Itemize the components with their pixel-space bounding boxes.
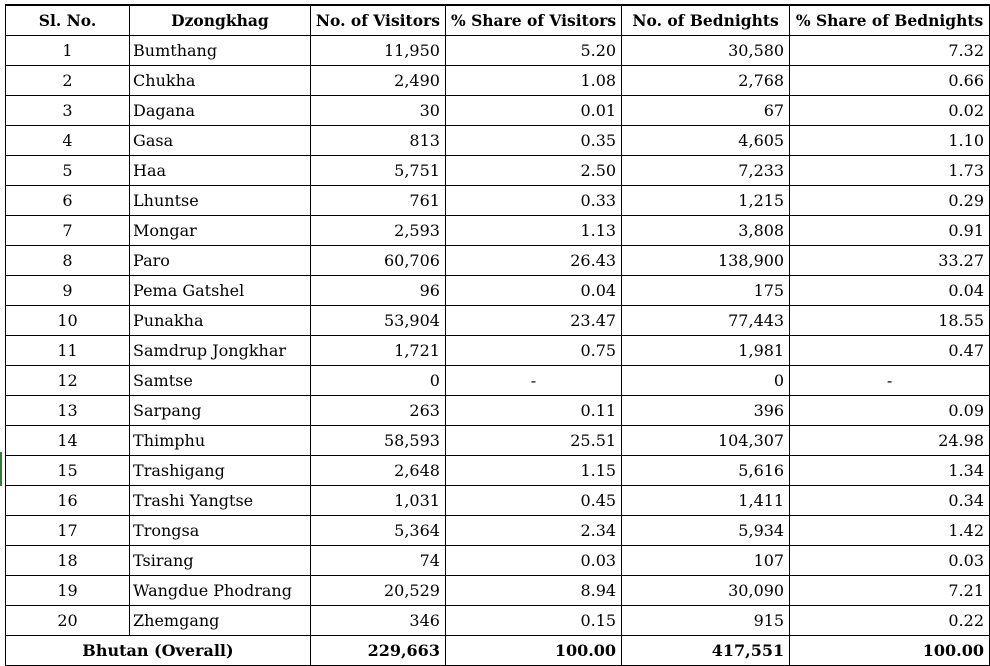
- visitors-cell: 0: [310, 366, 445, 396]
- visitors-share-cell: 1.08: [445, 66, 621, 96]
- table-row: [6, 456, 990, 486]
- table-row: [6, 606, 990, 636]
- bednights-cell: 1,215: [622, 186, 790, 216]
- bednights-share-cell: 0.29: [790, 186, 990, 216]
- sl-no-cell: 12: [6, 366, 130, 396]
- dzongkhag-cell: Punakha: [130, 306, 311, 336]
- table-row: [6, 306, 990, 336]
- visitors-cell: 53,904: [310, 306, 445, 336]
- visitors-share-cell: 0.03: [445, 546, 621, 576]
- sl-no-cell: 15: [6, 456, 130, 486]
- total-visitors-share: 100.00: [445, 636, 621, 666]
- bednights-share-cell: 7.21: [790, 576, 990, 606]
- bednights-share-cell: 24.98: [790, 426, 990, 456]
- sl-no-cell: 19: [6, 576, 130, 606]
- dzongkhag-cell: Trashi Yangtse: [130, 486, 311, 516]
- sl-no-cell: 6: [6, 186, 130, 216]
- visitors-cell: 74: [310, 546, 445, 576]
- sl-no-cell: 14: [6, 426, 130, 456]
- visitors-cell: 346: [310, 606, 445, 636]
- total-row: [6, 636, 990, 666]
- header-dzongkhag: Dzongkhag: [130, 5, 311, 36]
- visitors-share-cell: 2.34: [445, 516, 621, 546]
- table-row: [6, 66, 990, 96]
- visitors-cell: 1,721: [310, 336, 445, 366]
- bednights-cell: 104,307: [622, 426, 790, 456]
- visitors-share-cell: 8.94: [445, 576, 621, 606]
- bednights-cell: 5,934: [622, 516, 790, 546]
- visitors-cell: 263: [310, 396, 445, 426]
- sl-no-cell: 11: [6, 336, 130, 366]
- visitors-cell: 2,490: [310, 66, 445, 96]
- visitors-cell: 60,706: [310, 246, 445, 276]
- table-row: [6, 336, 990, 366]
- table-row: [6, 186, 990, 216]
- bednights-cell: 396: [622, 396, 790, 426]
- dzongkhag-cell: Trashigang: [130, 456, 311, 486]
- sl-no-cell: 1: [6, 36, 130, 66]
- bednights-cell: 67: [622, 96, 790, 126]
- table-row: [6, 576, 990, 606]
- bednights-share-cell: 0.66: [790, 66, 990, 96]
- dzongkhag-cell: Lhuntse: [130, 186, 311, 216]
- bednights-cell: 175: [622, 276, 790, 306]
- table-row: [6, 396, 990, 426]
- sl-no-cell: 8: [6, 246, 130, 276]
- visitors-cell: 813: [310, 126, 445, 156]
- dzongkhag-cell: Tsirang: [130, 546, 311, 576]
- bednights-cell: 7,233: [622, 156, 790, 186]
- visitors-cell: 2,648: [310, 456, 445, 486]
- bednights-share-cell: 7.32: [790, 36, 990, 66]
- visitors-cell: 20,529: [310, 576, 445, 606]
- dzongkhag-cell: Zhemgang: [130, 606, 311, 636]
- visitors-share-cell: 0.15: [445, 606, 621, 636]
- total-bednights: 417,551: [622, 636, 790, 666]
- bednights-cell: 1,411: [622, 486, 790, 516]
- table-row: [6, 126, 990, 156]
- visitors-share-cell: 23.47: [445, 306, 621, 336]
- sl-no-cell: 5: [6, 156, 130, 186]
- visitors-cell: 5,751: [310, 156, 445, 186]
- sl-no-cell: 7: [6, 216, 130, 246]
- total-bednights-share: 100.00: [790, 636, 990, 666]
- left-edge-marker: [0, 452, 2, 486]
- visitors-cell: 58,593: [310, 426, 445, 456]
- dzongkhag-cell: Thimphu: [130, 426, 311, 456]
- total-visitors: 229,663: [310, 636, 445, 666]
- bednights-share-cell: -: [790, 366, 990, 396]
- table-row: [6, 36, 990, 66]
- bednights-share-cell: 0.02: [790, 96, 990, 126]
- bednights-share-cell: 0.22: [790, 606, 990, 636]
- sl-no-cell: 3: [6, 96, 130, 126]
- visitors-share-cell: -: [445, 366, 621, 396]
- dzongkhag-cell: Chukha: [130, 66, 311, 96]
- visitors-cell: 30: [310, 96, 445, 126]
- bednights-cell: 30,090: [622, 576, 790, 606]
- bednights-share-cell: 1.34: [790, 456, 990, 486]
- bednights-share-cell: 1.42: [790, 516, 990, 546]
- table-row: [6, 486, 990, 516]
- bednights-share-cell: 33.27: [790, 246, 990, 276]
- sl-no-cell: 9: [6, 276, 130, 306]
- bednights-cell: 3,808: [622, 216, 790, 246]
- header-share-of-bednights: % Share of Bednights: [790, 5, 990, 36]
- sl-no-cell: 16: [6, 486, 130, 516]
- visitors-share-cell: 0.35: [445, 126, 621, 156]
- visitors-share-cell: 0.04: [445, 276, 621, 306]
- bednights-share-cell: 0.04: [790, 276, 990, 306]
- table-header-row: [6, 5, 990, 36]
- visitors-share-cell: 0.33: [445, 186, 621, 216]
- dzongkhag-cell: Gasa: [130, 126, 311, 156]
- dzongkhag-cell: Pema Gatshel: [130, 276, 311, 306]
- sl-no-cell: 10: [6, 306, 130, 336]
- header-no-of-visitors: No. of Visitors: [310, 5, 445, 36]
- table-row: [6, 246, 990, 276]
- visitors-share-cell: 25.51: [445, 426, 621, 456]
- visitors-cell: 1,031: [310, 486, 445, 516]
- sl-no-cell: 13: [6, 396, 130, 426]
- sl-no-cell: 17: [6, 516, 130, 546]
- bednights-cell: 5,616: [622, 456, 790, 486]
- visitors-share-cell: 1.13: [445, 216, 621, 246]
- bednights-cell: 77,443: [622, 306, 790, 336]
- bednights-cell: 0: [622, 366, 790, 396]
- dzongkhag-cell: Trongsa: [130, 516, 311, 546]
- table-row: [6, 546, 990, 576]
- dzongkhag-cell: Bumthang: [130, 36, 311, 66]
- table-body: [6, 36, 990, 636]
- dzongkhag-cell: Dagana: [130, 96, 311, 126]
- visitors-cell: 761: [310, 186, 445, 216]
- bednights-cell: 915: [622, 606, 790, 636]
- sl-no-cell: 20: [6, 606, 130, 636]
- bednights-cell: 107: [622, 546, 790, 576]
- visitors-cell: 11,950: [310, 36, 445, 66]
- dzongkhag-cell: Paro: [130, 246, 311, 276]
- dzongkhag-cell: Samtse: [130, 366, 311, 396]
- dzongkhag-cell: Samdrup Jongkhar: [130, 336, 311, 366]
- visitors-share-cell: 2.50: [445, 156, 621, 186]
- dzongkhag-cell: Mongar: [130, 216, 311, 246]
- header-sl-no: Sl. No.: [6, 5, 130, 36]
- table-row: [6, 366, 990, 396]
- table-row: [6, 216, 990, 246]
- table-row: [6, 516, 990, 546]
- bednights-share-cell: 18.55: [790, 306, 990, 336]
- header-share-of-visitors: % Share of Visitors: [445, 5, 621, 36]
- bednights-cell: 1,981: [622, 336, 790, 366]
- dzongkhag-visitors-table: [5, 4, 990, 666]
- bednights-share-cell: 1.73: [790, 156, 990, 186]
- visitors-share-cell: 0.45: [445, 486, 621, 516]
- bednights-cell: 2,768: [622, 66, 790, 96]
- header-no-of-bednights: No. of Bednights: [622, 5, 790, 36]
- dzongkhag-cell: Haa: [130, 156, 311, 186]
- visitors-share-cell: 0.75: [445, 336, 621, 366]
- bednights-share-cell: 0.91: [790, 216, 990, 246]
- bednights-share-cell: 0.09: [790, 396, 990, 426]
- visitors-share-cell: 0.01: [445, 96, 621, 126]
- visitors-share-cell: 5.20: [445, 36, 621, 66]
- visitors-share-cell: 26.43: [445, 246, 621, 276]
- bednights-cell: 4,605: [622, 126, 790, 156]
- dzongkhag-cell: Sarpang: [130, 396, 311, 426]
- table-row: [6, 276, 990, 306]
- bednights-share-cell: 1.10: [790, 126, 990, 156]
- bednights-cell: 138,900: [622, 246, 790, 276]
- total-label: Bhutan (Overall): [6, 636, 311, 666]
- sl-no-cell: 4: [6, 126, 130, 156]
- bednights-share-cell: 0.03: [790, 546, 990, 576]
- bednights-share-cell: 0.34: [790, 486, 990, 516]
- table-row: [6, 426, 990, 456]
- table-row: [6, 96, 990, 126]
- visitors-cell: 5,364: [310, 516, 445, 546]
- visitors-share-cell: 1.15: [445, 456, 621, 486]
- visitors-cell: 96: [310, 276, 445, 306]
- table-row: [6, 156, 990, 186]
- visitors-share-cell: 0.11: [445, 396, 621, 426]
- visitors-cell: 2,593: [310, 216, 445, 246]
- bednights-share-cell: 0.47: [790, 336, 990, 366]
- sl-no-cell: 2: [6, 66, 130, 96]
- bednights-cell: 30,580: [622, 36, 790, 66]
- sl-no-cell: 18: [6, 546, 130, 576]
- dzongkhag-cell: Wangdue Phodrang: [130, 576, 311, 606]
